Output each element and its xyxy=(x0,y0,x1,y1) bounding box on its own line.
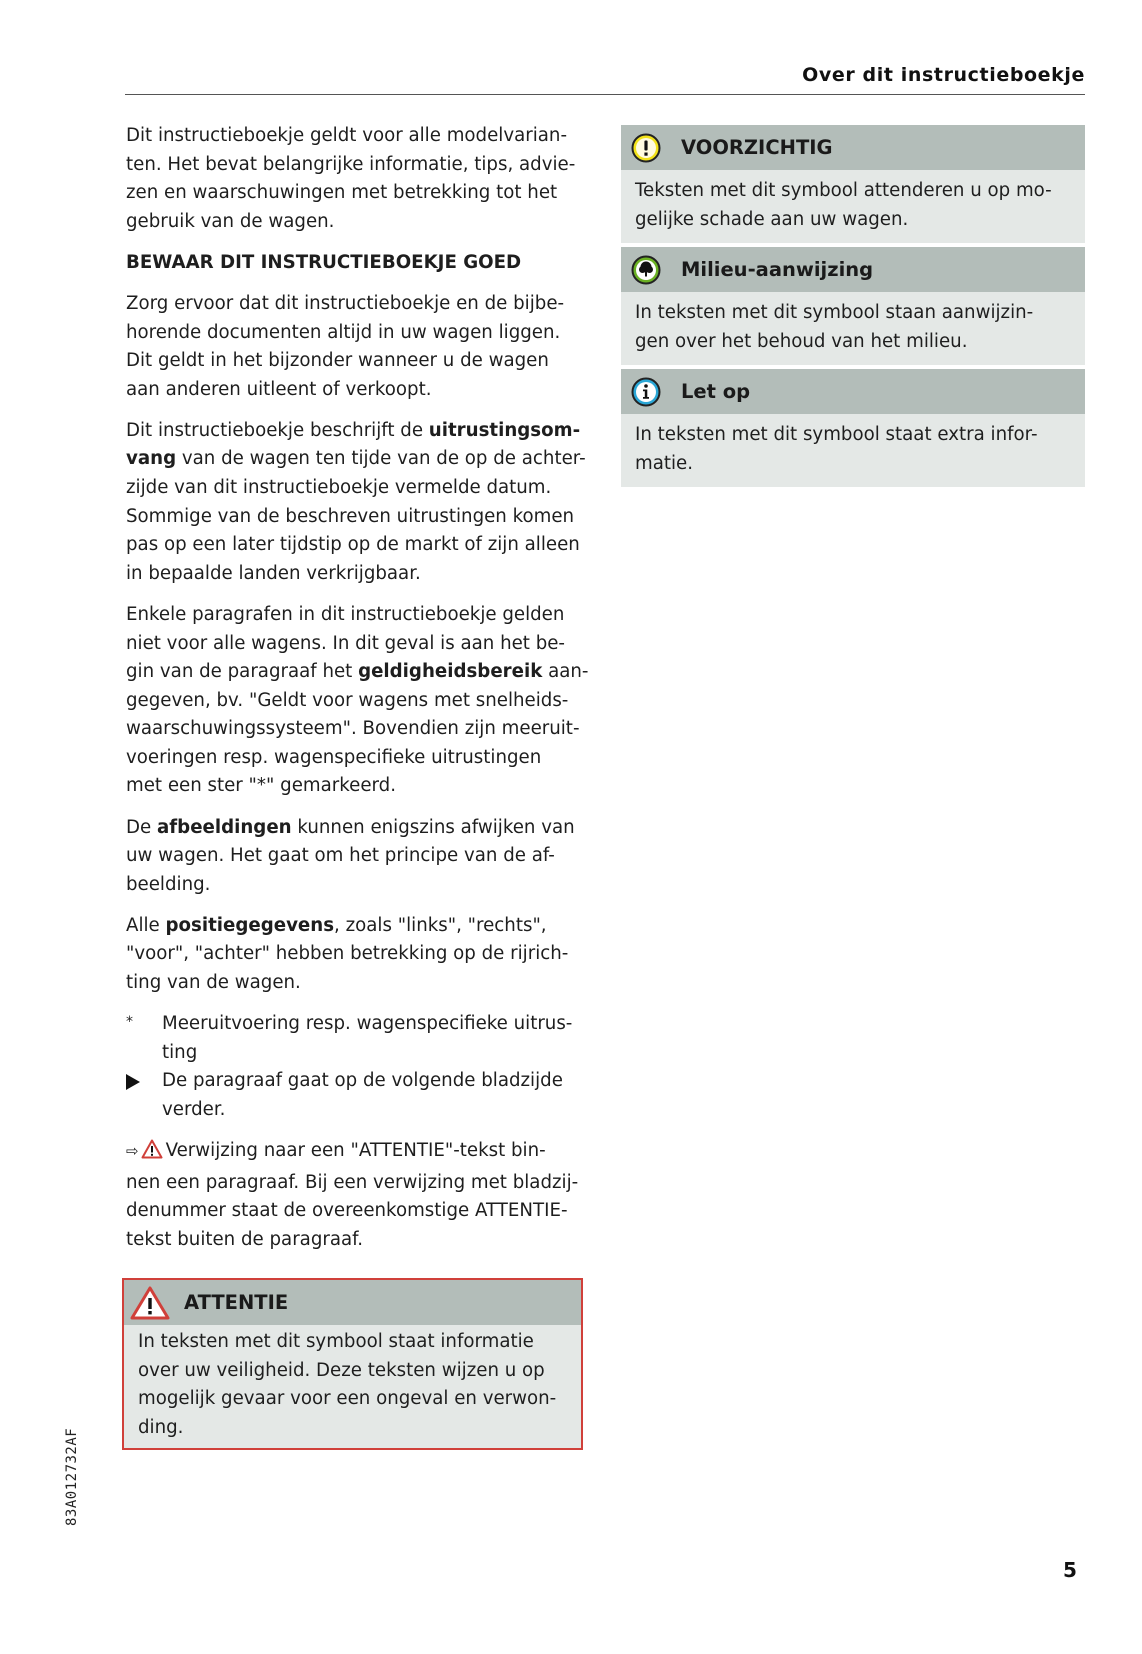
text-line: aan anderen uitleent of verkoopt. xyxy=(126,378,432,400)
text-line: ting van de wagen. xyxy=(126,972,301,994)
asterisk-icon: * xyxy=(126,1014,133,1031)
note-notice xyxy=(621,369,1085,487)
warning-triangle-icon xyxy=(141,1139,163,1169)
text-line: Alle positiegegevens, zoals "links", "rechts", xyxy=(126,914,547,936)
text-line: gelijke schade aan uw wagen. xyxy=(635,208,909,230)
page-number: 5 xyxy=(1063,1558,1077,1582)
text-line: Zorg ervoor dat dit instructieboekje en de bijbe- xyxy=(126,292,565,314)
legend-item-continues xyxy=(126,1067,586,1124)
emphasis: uitrustingsom- xyxy=(428,419,581,441)
text-line: over uw veiligheid. Deze teksten wijzen u op xyxy=(138,1359,545,1381)
attention-notice-header xyxy=(124,1280,581,1325)
text-line: waarschuwingssysteem". Bovendien zijn meeruit- xyxy=(126,718,580,740)
caution-notice-header xyxy=(621,125,1085,170)
text-line: Teksten met dit symbool attenderen u op mo- xyxy=(635,180,1052,201)
environment-body xyxy=(621,292,1085,365)
intro-paragraph xyxy=(126,122,586,236)
environment-title: Milieu-aanwijzing xyxy=(681,258,874,281)
environment-notice-header xyxy=(621,247,1085,292)
text-line: Enkele paragrafen in dit instructieboekje gelden xyxy=(126,603,565,625)
text-line: uw wagen. Het gaat om het principe van de af- xyxy=(126,845,555,867)
position-paragraph xyxy=(126,912,586,998)
left-column xyxy=(126,122,589,1267)
symbol-legend xyxy=(126,1010,586,1124)
attention-title: ATTENTIE xyxy=(184,1291,289,1314)
running-header-title: Over dit instructieboekje xyxy=(802,64,1085,86)
note-title: Let op xyxy=(681,380,751,403)
attention-body xyxy=(124,1325,581,1448)
triangle-right-icon xyxy=(126,1067,156,1100)
text-line: ding. xyxy=(138,1416,184,1438)
note-body xyxy=(621,414,1085,487)
text-line: denummer staat de overeenkomstige ATTENTIE- xyxy=(126,1200,568,1222)
text-line: pas op een later tijdstip op de markt of zijn alleen xyxy=(126,534,580,556)
emphasis: afbeeldingen xyxy=(156,816,292,838)
text-line: Meeruitvoering resp. wagenspecifieke uitrus- xyxy=(162,1013,573,1035)
text-line: Sommige van de beschreven uitrustingen komen xyxy=(126,505,575,527)
text-line: In teksten met dit symbool staat extra infor- xyxy=(635,424,1038,445)
text-line: gegeven, bv. "Geldt voor wagens met snelheids- xyxy=(126,689,569,711)
text-line: matie. xyxy=(635,452,694,474)
tree-icon xyxy=(631,255,661,285)
text-line: "voor", "achter" hebben betrekking op de rijrich- xyxy=(126,943,569,965)
environment-notice xyxy=(621,247,1085,365)
caution-notice xyxy=(621,125,1085,243)
text-line: beelding. xyxy=(126,873,211,895)
text-line: De afbeeldingen kunnen enigszins afwijken van xyxy=(126,816,575,838)
info-circle-icon xyxy=(631,377,661,407)
text-line: zen en waarschuwingen met betrekking tot het xyxy=(126,182,558,204)
equipment-scope-paragraph xyxy=(126,417,586,589)
text-line: gin van de paragraaf het geldigheidsbereik aan- xyxy=(126,661,589,683)
text-line: ⇨ Verwijzing naar een "ATTENTIE"-tekst bin- xyxy=(126,1137,586,1169)
text-line: verder. xyxy=(162,1098,226,1120)
text-line: Dit instructieboekje beschrijft de uitrustingsom- xyxy=(126,419,581,441)
header-rule xyxy=(125,94,1085,95)
text-line: horende documenten altijd in uw wagen liggen. xyxy=(126,321,561,343)
text-line: nen een paragraaf. Bij een verwijzing met bladzij- xyxy=(126,1171,579,1193)
document-code: 83A012732AF xyxy=(64,1427,80,1526)
emphasis: vang xyxy=(126,448,177,470)
emphasis: geldigheidsbereik xyxy=(358,661,543,683)
attention-notice xyxy=(122,1278,583,1450)
text-line: met een ster "*" gemarkeerd. xyxy=(126,775,396,797)
text-line: Dit geldt in het bijzonder wanneer u de wagen xyxy=(126,350,549,372)
text-line: In teksten met dit symbool staat informatie xyxy=(138,1331,534,1352)
text-line: vang van de wagen ten tijde van de op de achter- xyxy=(126,448,586,470)
text-line: voeringen resp. wagenspecifieke uitrustingen xyxy=(126,746,542,768)
text-line: In teksten met dit symbool staan aanwijzin- xyxy=(635,302,1034,323)
legend-item-asterisk xyxy=(126,1010,586,1067)
validity-paragraph xyxy=(126,601,589,801)
text-line: Dit instructieboekje geldt voor alle modelvarian- xyxy=(126,125,568,146)
text-line: zijde van dit instructieboekje vermelde datum. xyxy=(126,477,552,499)
text-line: De paragraaf gaat op de volgende bladzijde xyxy=(162,1070,563,1092)
attention-reference-paragraph xyxy=(126,1137,586,1254)
keep-booklet-paragraph xyxy=(126,290,586,404)
note-notice-header xyxy=(621,369,1085,414)
caution-body xyxy=(621,170,1085,243)
warning-triangle-icon xyxy=(130,1286,170,1320)
illustrations-paragraph xyxy=(126,814,586,900)
text-line: ting xyxy=(162,1041,198,1063)
text-line: in bepaalde landen verkrijgbaar. xyxy=(126,562,421,584)
reference-arrow-icon: ⇨ xyxy=(126,1142,139,1160)
emphasis: positiegegevens xyxy=(165,914,335,936)
text-line: ten. Het bevat belangrijke informatie, tips, advie- xyxy=(126,153,576,175)
text-line: gebruik van de wagen. xyxy=(126,210,335,232)
section-heading: BEWAAR DIT INSTRUCTIEBOEKJE GOED xyxy=(126,251,522,273)
exclamation-circle-icon xyxy=(631,133,661,163)
text-line: gen over het behoud van het milieu. xyxy=(635,330,968,352)
text-line: mogelijk gevaar voor een ongeval en verwon- xyxy=(138,1388,557,1410)
caution-title: VOORZICHTIG xyxy=(681,136,833,159)
text-line: tekst buiten de paragraaf. xyxy=(126,1228,363,1250)
text-line: niet voor alle wagens. In dit geval is aan het be- xyxy=(126,632,565,654)
